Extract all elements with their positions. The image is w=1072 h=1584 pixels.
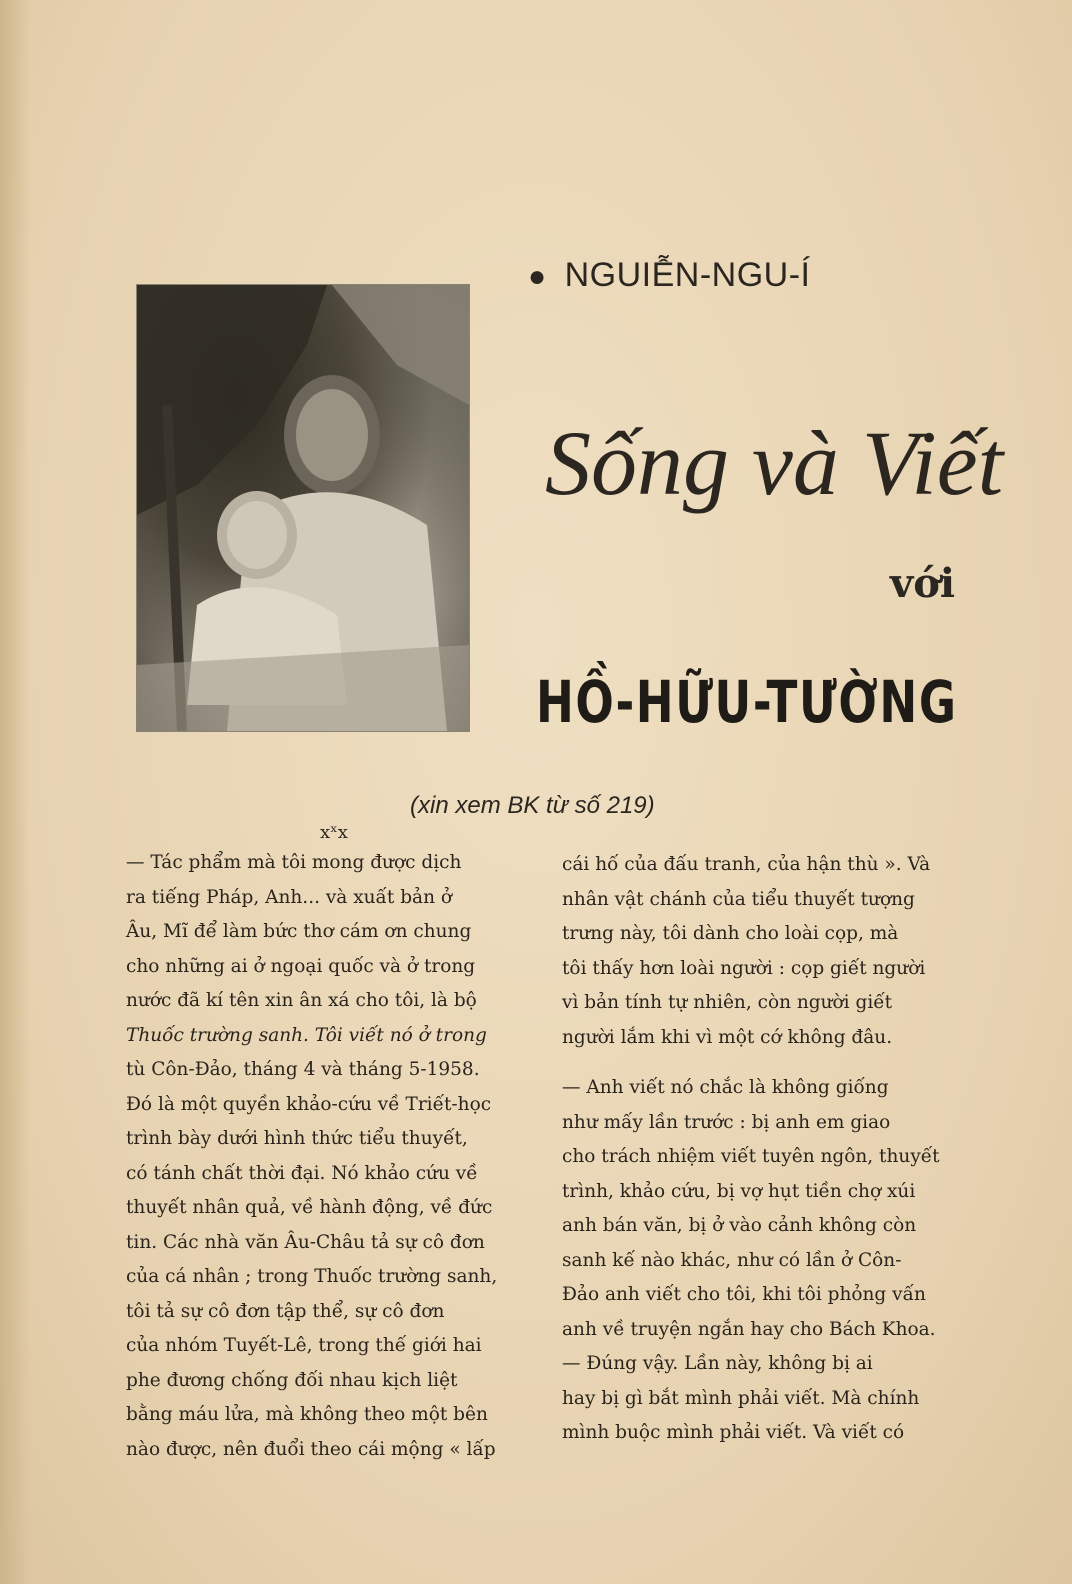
text-line: nhân vật chánh của tiểu thuyết tượng xyxy=(562,888,915,910)
text-line: người lắm khi vì một cớ không đâu. xyxy=(562,1026,893,1048)
text-line: cho trách nhiệm viết tuyên ngôn, thuyết xyxy=(562,1146,940,1167)
bullet-icon: ● xyxy=(528,260,547,293)
text-line: — Tác phẩm mà tôi mong được dịch xyxy=(126,852,462,873)
worn-page-edge xyxy=(0,0,30,1584)
text-line: của cá nhân ; trong Thuốc trường sanh, xyxy=(126,1266,498,1287)
interview-subject: HỒ-HỮU-TƯỜNG xyxy=(536,668,958,736)
text-line: Đảo anh viết cho tôi, khi tôi phỏng vấn xyxy=(562,1284,926,1305)
text-line: như mấy lần trước : bị anh em giao xyxy=(562,1111,891,1133)
paragraph-gap xyxy=(562,1055,972,1071)
article-title: Sống và Viết xyxy=(545,412,1004,514)
text-line: anh bán văn, bị ở vào cảnh không còn xyxy=(562,1215,917,1236)
text-line: hay bị gì bắt mình phải viết. Mà chính xyxy=(562,1387,920,1409)
text-line: có tánh chất thời đại. Nó khảo cứu về xyxy=(126,1162,478,1184)
text-line: tôi thấy hơn loài người : cọp giết người xyxy=(562,957,926,979)
text-line: phe đương chống đối nhau kịch liệt xyxy=(126,1369,458,1391)
text-line: trưng này, tôi dành cho loài cọp, mà xyxy=(562,923,899,944)
text-column-right xyxy=(562,848,972,1451)
text-line: nào được, nên đuổi theo cái mộng « lấp xyxy=(126,1438,496,1460)
text-line: tôi tả sự cô đơn tập thể, sự cô đơn xyxy=(126,1300,445,1322)
text-line: thuyết nhân quả, về hành động, về đức xyxy=(126,1197,493,1218)
text-line: cho những ai ở ngoại quốc và ở trong xyxy=(126,955,476,977)
text-line: bằng máu lửa, mà không theo một bên xyxy=(126,1404,488,1425)
text-line: ra tiếng Pháp, Anh... và xuất bản ở xyxy=(126,886,452,908)
text-column-left xyxy=(126,846,536,1467)
section-separator: xˣx xyxy=(320,822,348,843)
text-line: trình, khảo cứu, bị vợ hụt tiền chợ xúi xyxy=(562,1180,916,1202)
text-line: — Đúng vậy. Lần này, không bị ai xyxy=(562,1353,873,1374)
text-line: nước đã kí tên xin ân xá cho tôi, là bộ xyxy=(126,990,477,1011)
continuation-reference: (xin xem BK từ số 219) xyxy=(410,792,655,819)
author-name-text: NGUIỄN-NGU-Í xyxy=(564,256,811,294)
text-line: của nhóm Tuyết-Lê, trong thế giới hai xyxy=(126,1335,482,1356)
text-line: tù Côn-Đảo, tháng 4 và tháng 5-1958. xyxy=(126,1059,480,1080)
text-line: Thuốc trường sanh. Tôi viết nó ở trong xyxy=(126,1024,487,1046)
text-line: sanh kế nào khác, như có lần ở Côn- xyxy=(562,1249,902,1271)
title-connector: với xyxy=(890,560,956,607)
text-line: — Anh viết nó chắc là không giống xyxy=(562,1077,889,1098)
author-name xyxy=(528,256,811,295)
text-line: Đó là một quyền khảo-cứu về Triết-học xyxy=(126,1093,492,1115)
text-line: mình buộc mình phải viết. Và viết có xyxy=(562,1422,905,1443)
text-line: anh về truyện ngắn hay cho Bách Khoa. xyxy=(562,1318,936,1340)
author-photo xyxy=(136,284,470,732)
photo-illustration xyxy=(137,285,469,731)
text-line: cái hố của đấu tranh, của hận thù ». Và xyxy=(562,854,931,875)
text-line: vì bản tính tự nhiên, còn người giết xyxy=(562,992,893,1013)
text-line: trình bày dưới hình thức tiểu thuyết, xyxy=(126,1128,468,1149)
text-line: tin. Các nhà văn Âu-Châu tả sự cô đơn xyxy=(126,1231,485,1253)
text-line: Âu, Mĩ để làm bức thơ cám ơn chung xyxy=(126,921,472,942)
